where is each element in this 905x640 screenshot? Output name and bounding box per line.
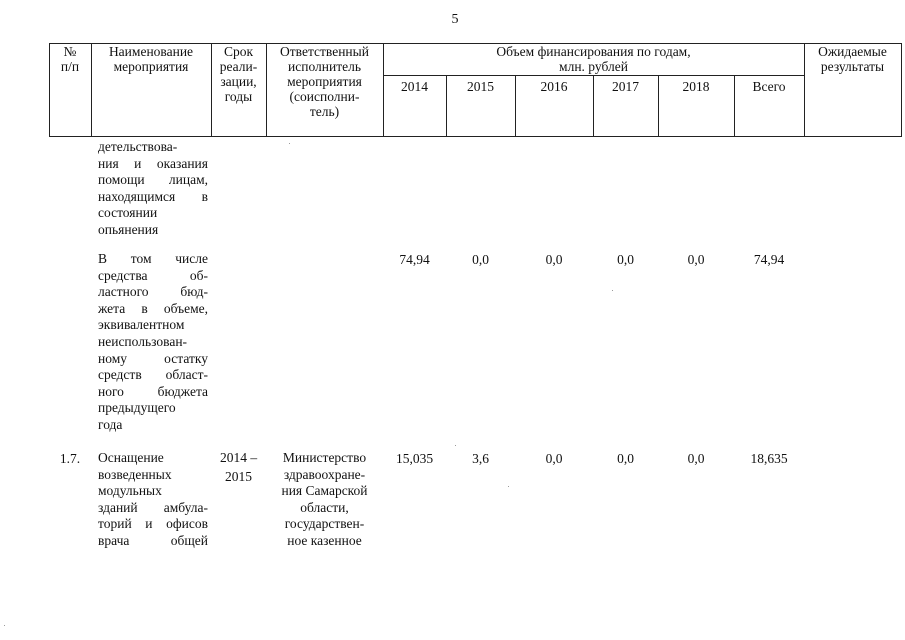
executor-line: ния Самарской: [281, 483, 368, 499]
name-line: ному остатку: [98, 350, 208, 366]
name-line: ластного бюд-: [98, 284, 208, 300]
row-1-7-number: 1.7.: [59, 451, 81, 466]
including-value-2017: 0,0: [617, 252, 634, 267]
including-value-2015: 0,0: [472, 252, 489, 267]
header-year-2014: 2014: [401, 79, 428, 94]
name-line: ния и оказания: [98, 155, 208, 171]
name-line: состоянии: [98, 205, 158, 221]
header-number-cell: [49, 44, 91, 74]
row-1-7-value-2014: 15,035: [395, 451, 434, 466]
including-value-2018: 0,0: [687, 252, 705, 267]
header-funding-title: [383, 44, 804, 74]
name-line: детельствова-: [98, 139, 178, 154]
scan-speck: [455, 445, 456, 446]
header-term-cell: [211, 44, 266, 104]
header-term-line: Срок: [223, 44, 254, 59]
name-line: модульных: [98, 483, 162, 499]
row-1-7-value-2016: 0,0: [545, 451, 563, 466]
scan-speck: [612, 290, 613, 291]
header-results-cell: [804, 44, 901, 74]
header-executor-line: тель): [309, 104, 340, 119]
executor-line: здравоохране-: [283, 466, 366, 482]
header-bottom-border: [49, 136, 901, 137]
name-line: опьянения: [98, 221, 159, 237]
name-line: зданий амбула-: [98, 499, 208, 515]
continued-row-name: [98, 139, 208, 239]
header-results-line: результаты: [820, 59, 885, 74]
table-header: [0, 43, 905, 137]
name-line: возведенных: [98, 466, 172, 482]
scan-speck: [289, 143, 290, 144]
header-number-line: п/п: [60, 59, 80, 74]
executor-line: ное казенное: [287, 532, 362, 548]
header-executor-line: исполнитель: [288, 59, 361, 74]
header-funding-line: млн. рублей: [559, 59, 628, 74]
header-term-line: зации,: [220, 74, 257, 89]
header-number-line: №: [63, 44, 77, 59]
executor-line: государствен-: [284, 516, 365, 532]
header-vline-11: [901, 43, 902, 137]
scan-speck: [508, 486, 509, 487]
row-1-7-value-2015: 3,6: [472, 451, 489, 466]
page-number: 5: [451, 12, 459, 27]
term-line: 2015: [225, 468, 252, 484]
name-line: врача общей: [98, 532, 208, 548]
row-1-7-term: [211, 450, 266, 485]
including-value-2016: 0,0: [545, 252, 563, 267]
name-line: жета в объеме,: [98, 300, 208, 316]
name-line: торий и офисов: [98, 516, 208, 532]
name-line: ного бюджета: [98, 383, 208, 399]
name-line: помощи лицам,: [98, 172, 208, 188]
row-1-7-value-total: 18,635: [750, 451, 788, 466]
name-line: В том числе: [98, 251, 208, 266]
name-line: средств област-: [98, 367, 208, 383]
row-1-7-name: [98, 450, 208, 550]
header-name-line: Наименование: [108, 44, 194, 59]
executor-line: области,: [300, 499, 349, 515]
header-executor-cell: [266, 44, 383, 119]
row-1-7-executor: [266, 450, 383, 550]
term-line: 2014 –: [219, 450, 258, 465]
scan-speck: [4, 625, 5, 626]
name-line: находящимся в: [98, 188, 208, 204]
including-value-2014: 74,94: [399, 252, 430, 267]
header-name-cell: [91, 44, 211, 74]
header-funding-line: Объем финансирования по годам,: [496, 44, 691, 59]
header-name-line: мероприятия: [113, 59, 189, 74]
including-value-total: 74,94: [753, 252, 785, 267]
header-term-line: реали-: [219, 59, 258, 74]
name-line: Оснащение: [98, 450, 164, 465]
header-executor-line: Ответственный: [280, 44, 369, 59]
name-line: неиспользован-: [98, 333, 188, 349]
header-term-line: годы: [224, 89, 253, 104]
header-year-2015: 2015: [467, 79, 494, 94]
header-year-2016: 2016: [540, 79, 568, 94]
executor-line: Министерство: [282, 450, 367, 465]
name-line: года: [98, 416, 123, 432]
header-year-2017: 2017: [612, 79, 639, 94]
including-row-name: [98, 251, 208, 434]
header-executor-line: (соисполни-: [289, 89, 360, 104]
row-1-7-value-2017: 0,0: [617, 451, 634, 466]
header-total: Всего: [752, 79, 786, 94]
header-year-2018: 2018: [682, 79, 710, 94]
header-executor-line: мероприятия: [287, 74, 362, 89]
name-line: предыдущего: [98, 400, 176, 416]
row-1-7-value-2018: 0,0: [687, 451, 705, 466]
name-line: средства об-: [98, 267, 208, 283]
name-line: эквивалентном: [98, 317, 185, 333]
header-results-line: Ожидаемые: [818, 44, 887, 59]
